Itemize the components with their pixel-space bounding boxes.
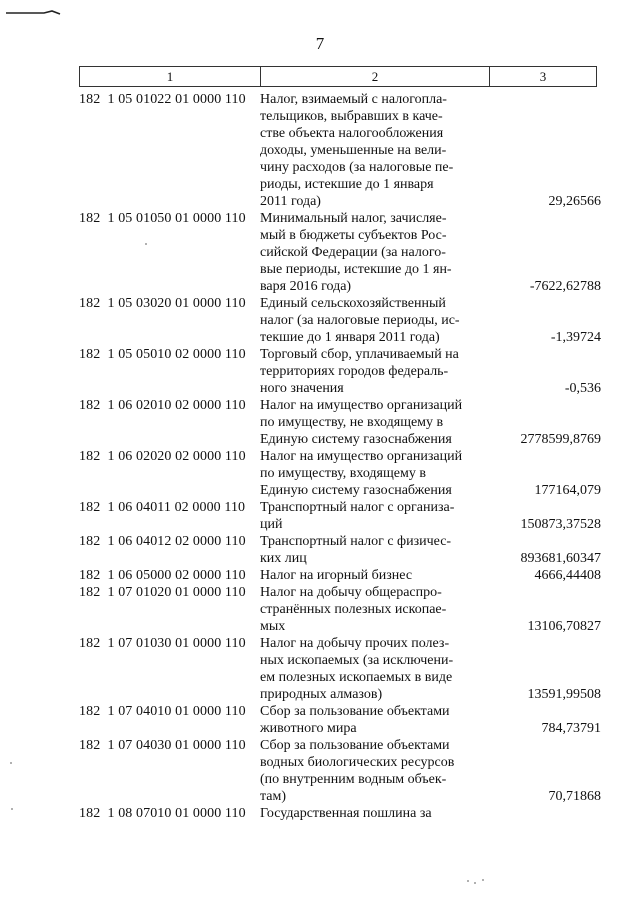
revenue-name bbox=[260, 737, 488, 805]
revenue-name-line: (по внутренним водным объек- bbox=[260, 772, 447, 787]
revenue-name-line: мых bbox=[260, 619, 286, 634]
revenue-name-line: вые периоды, истекшие до 1 ян- bbox=[260, 262, 452, 277]
revenue-name-line: по имуществу, не входящему в bbox=[260, 415, 444, 430]
revenue-name-line: Транспортный налог с физичес- bbox=[260, 534, 452, 549]
revenue-name-line: странённых полезных ископае- bbox=[260, 602, 447, 617]
table-row bbox=[79, 703, 601, 737]
revenue-name-line: территориях городов федераль- bbox=[260, 364, 449, 379]
table-row bbox=[79, 91, 601, 210]
revenue-name-line: Налог на игорный бизнес bbox=[260, 568, 413, 583]
revenue-name bbox=[260, 703, 488, 737]
revenue-name-line: Единую систему газоснабжения bbox=[260, 432, 452, 447]
budget-code: 182 1 06 02010 02 0000 110 bbox=[79, 398, 246, 413]
revenue-name-line: Единый сельскохозяйственный bbox=[260, 296, 446, 311]
scan-speck bbox=[474, 882, 476, 884]
scan-speck bbox=[10, 762, 12, 764]
revenue-name-line: водных биологических ресурсов bbox=[260, 755, 455, 770]
revenue-name-line: Минимальный налог, зачисляе- bbox=[260, 211, 447, 226]
revenue-name bbox=[260, 533, 488, 567]
revenue-name-line: Налог на добычу прочих полез- bbox=[260, 636, 450, 651]
revenue-name-line: природных алмазов) bbox=[260, 687, 383, 702]
revenue-name bbox=[260, 499, 488, 533]
revenue-name-line: там) bbox=[260, 789, 287, 804]
revenue-name bbox=[260, 584, 488, 635]
budget-code: 182 1 07 04030 01 0000 110 bbox=[79, 738, 246, 753]
amount-value: -0,536 bbox=[564, 381, 601, 396]
revenue-name-line: Налог на добычу общераспро- bbox=[260, 585, 442, 600]
table-row bbox=[79, 295, 601, 346]
revenue-name-line: Сбор за пользование объектами bbox=[260, 738, 450, 753]
table-row bbox=[79, 346, 601, 397]
revenue-name-line: 2011 года) bbox=[260, 194, 321, 209]
budget-code: 182 1 07 01020 01 0000 110 bbox=[79, 585, 246, 600]
table-row bbox=[79, 567, 601, 584]
revenue-name bbox=[260, 635, 488, 703]
table-body bbox=[79, 91, 601, 822]
revenue-name-line: доходы, уменьшенные на вели- bbox=[260, 143, 447, 158]
scan-speck bbox=[467, 880, 469, 882]
amount-value: 2778599,8769 bbox=[520, 432, 601, 447]
revenue-name-line: чину расходов (за налоговые пе- bbox=[260, 160, 454, 175]
revenue-name-line: Торговый сбор, уплачиваемый на bbox=[260, 347, 459, 362]
table-row bbox=[79, 737, 601, 805]
revenue-name-line: ций bbox=[260, 517, 283, 532]
revenue-name-line: ем полезных ископаемых в виде bbox=[260, 670, 453, 685]
scan-artifact-mark bbox=[4, 8, 64, 18]
page-number: 7 bbox=[315, 34, 325, 53]
revenue-name bbox=[260, 567, 488, 584]
budget-code: 182 1 06 02020 02 0000 110 bbox=[79, 449, 246, 464]
table-row bbox=[79, 635, 601, 703]
budget-code: 182 1 06 04012 02 0000 110 bbox=[79, 534, 246, 549]
table-header bbox=[79, 66, 597, 87]
amount-value: 70,71868 bbox=[548, 789, 601, 804]
revenue-name bbox=[260, 448, 488, 499]
amount-value: 29,26566 bbox=[548, 194, 601, 209]
table-row bbox=[79, 210, 601, 295]
revenue-name-line: Транспортный налог с организа- bbox=[260, 500, 455, 515]
revenue-name-line: риоды, истекшие до 1 января bbox=[260, 177, 434, 192]
revenue-name-line: тельщиков, выбравших в каче- bbox=[260, 109, 443, 124]
budget-code: 182 1 06 04011 02 0000 110 bbox=[79, 500, 246, 515]
revenue-name-line: мый в бюджеты субъектов Рос- bbox=[260, 228, 447, 243]
revenue-name bbox=[260, 295, 488, 346]
revenue-name-line: ных ископаемых (за исключени- bbox=[260, 653, 454, 668]
revenue-name-line: текшие до 1 января 2011 года) bbox=[260, 330, 440, 345]
header-col-1: 1 bbox=[79, 66, 261, 87]
revenue-name-line: Налог на имущество организаций bbox=[260, 449, 463, 464]
scan-speck bbox=[145, 243, 147, 245]
amount-value: 177164,079 bbox=[534, 483, 601, 498]
revenue-name-line: ких лиц bbox=[260, 551, 307, 566]
header-col-3: 3 bbox=[489, 66, 597, 87]
budget-code: 182 1 07 04010 01 0000 110 bbox=[79, 704, 246, 719]
scan-speck bbox=[11, 808, 13, 810]
budget-code: 182 1 07 01030 01 0000 110 bbox=[79, 636, 246, 651]
budget-code: 182 1 06 05000 02 0000 110 bbox=[79, 568, 246, 583]
budget-code: 182 1 05 01022 01 0000 110 bbox=[79, 92, 246, 107]
amount-value: 784,73791 bbox=[541, 721, 601, 736]
amount-value: 893681,60347 bbox=[520, 551, 601, 566]
revenue-name-line: сийской Федерации (за налого- bbox=[260, 245, 446, 260]
revenue-name-line: стве объекта налогообложения bbox=[260, 126, 444, 141]
revenue-name-line: Сбор за пользование объектами bbox=[260, 704, 450, 719]
budget-code: 182 1 05 05010 02 0000 110 bbox=[79, 347, 246, 362]
budget-code: 182 1 05 03020 01 0000 110 bbox=[79, 296, 246, 311]
revenue-name bbox=[260, 805, 488, 822]
table-row bbox=[79, 533, 601, 567]
revenue-name-line: налог (за налоговые периоды, ис- bbox=[260, 313, 460, 328]
revenue-name bbox=[260, 397, 488, 448]
scan-speck bbox=[482, 879, 484, 881]
table-row bbox=[79, 397, 601, 448]
revenue-name bbox=[260, 210, 488, 295]
header-col-2: 2 bbox=[260, 66, 490, 87]
revenue-name-line: Единую систему газоснабжения bbox=[260, 483, 452, 498]
amount-value: 13591,99508 bbox=[527, 687, 601, 702]
table-row bbox=[79, 584, 601, 635]
table-row bbox=[79, 448, 601, 499]
amount-value: -7622,62788 bbox=[529, 279, 601, 294]
budget-code: 182 1 08 07010 01 0000 110 bbox=[79, 806, 246, 821]
revenue-name-line: ного значения bbox=[260, 381, 344, 396]
amount-value: 13106,70827 bbox=[527, 619, 601, 634]
amount-value: 150873,37528 bbox=[520, 517, 601, 532]
table-row bbox=[79, 805, 597, 822]
amount-value: 4666,44408 bbox=[534, 568, 601, 583]
revenue-name bbox=[260, 346, 488, 397]
revenue-name-line: Налог, взимаемый с налогопла- bbox=[260, 92, 447, 107]
revenue-name-line: Государственная пошлина за bbox=[260, 806, 432, 821]
revenue-name-line: по имуществу, входящему в bbox=[260, 466, 426, 481]
revenue-name-line: варя 2016 года) bbox=[260, 279, 352, 294]
revenue-name-line: Налог на имущество организаций bbox=[260, 398, 463, 413]
revenue-name bbox=[260, 91, 488, 210]
revenue-name-line: животного мира bbox=[260, 721, 357, 736]
amount-value: -1,39724 bbox=[550, 330, 601, 345]
budget-code: 182 1 05 01050 01 0000 110 bbox=[79, 211, 246, 226]
table-row bbox=[79, 499, 601, 533]
